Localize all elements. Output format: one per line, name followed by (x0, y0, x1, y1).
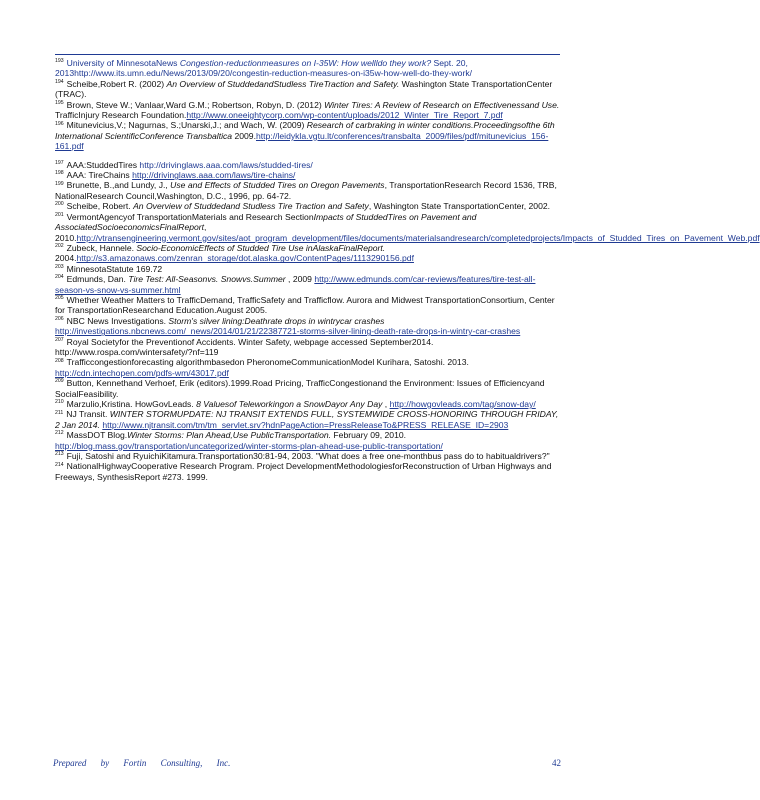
footnote-link[interactable]: http://vtransengineering.vermont.gov/sites/aot_program_development/files/documents/materialsandresearch/completedprojects/Impacts_of_Studded_Tires_on_Pavement_Web.pdf (76, 232, 760, 243)
footnote-text: Marzulio,Kristina. HowGovLeads. (66, 399, 197, 409)
footnote-text: Impacts of StuddedTires on Pavement and AssociatedSocioeconomicsFinalReport (55, 211, 477, 233)
footnote (55, 337, 563, 358)
footnote-text: , (382, 399, 390, 409)
footnote-number: 193 (55, 58, 64, 65)
footnote-text: Tire Test: All-Seasonvs. Snowvs.Summer (128, 274, 286, 285)
footnote-text: NBC News Investigations. (66, 315, 169, 326)
footnote (55, 180, 563, 201)
footnote-text: Sept. 20, 2013 (55, 58, 468, 79)
footnote-text: , 2009 (285, 274, 315, 285)
footnote-text: Washington State TransportationCenter (TRAC). (55, 78, 553, 100)
footnote-number: 212 (55, 430, 64, 437)
footnote-number: 200 (55, 201, 64, 208)
footnote (55, 378, 563, 399)
footnote-number: 209 (55, 378, 64, 385)
footnote-number: 211 (55, 409, 64, 416)
page-number: 42 (552, 758, 561, 768)
footnote-text: Scheibe,Robert R. (2002) (66, 78, 167, 89)
footnote-text: WINTER STORMUPDATE: NJ TRANSIT EXTENDS FULL, SYSTEMWIDE CROSS-HONORING THROUGH FRIDAY, 2 Jan 2014. (55, 409, 559, 430)
footnote-number: 202 (55, 243, 64, 250)
footnote (55, 399, 563, 409)
footnote-text: MassDOT Blog. (66, 430, 128, 441)
footnote-text: Brown, Steve W.; Vanlaar,Ward G.M.; Robertson, Robyn, D. (2012) (66, 99, 325, 110)
footnote (55, 461, 563, 482)
footnote (55, 264, 563, 274)
footnote-number: 194 (55, 78, 64, 85)
footnote-text: Button, Kennethand Verhoef, Erik (editors).1999.Road Pricing, TrafficCongestionand the Environment: Issues of Efficiencyand SocialFeasibility. (55, 378, 545, 399)
footnote-text: , Washington State TransportationCenter, 2002. (368, 201, 551, 212)
footnote-number: 199 (55, 180, 64, 187)
footnote-number: 196 (55, 120, 64, 127)
footnote-number: 204 (55, 274, 64, 281)
footnote-text: TrafficInjury Research Foundation. (55, 110, 187, 121)
footnote-text: University of MinnesotaNews (66, 58, 180, 68)
footnote (55, 79, 563, 100)
footnote-link[interactable]: http://www.edmunds.com/car-reviews/features/tire-test-all-season-vs-snow-vs-summer.html (55, 274, 536, 295)
footnote-text: An Overview of Studdedand Studless Tire Traction and Safety (133, 201, 369, 212)
footnote-link[interactable]: http://leidykla.vgtu.lt/conferences/transbalta_2009/files/pdf/mitunevicius_156-161.pdf (55, 130, 549, 152)
footnote-text: VermontAgencyof TransportationMaterials and Research Section (66, 211, 314, 222)
footnote-text: Mitunevicius,V.; Nagurnas, S.;Unarski,J.; and Wach, W. (2009) (66, 120, 307, 131)
footnote-text: Brunette, B.,and Lundy, J., (66, 180, 171, 191)
footnote (55, 316, 563, 337)
footnote-text: 2004. (55, 253, 77, 264)
footnote-link[interactable]: http://www.its.umn.edu/News/2013/09/20/congestin-reduction-measures-on-i35w-how-well-do-they-work/ (74, 68, 473, 79)
footnote-text: Scheibe, Robert. (66, 201, 134, 212)
footnote-text: NJ Transit. (66, 409, 110, 420)
page-footer (53, 758, 561, 772)
footnote-text: 2009. (232, 130, 256, 141)
footnote-text: NationalHighwayCooperative Research Program. Project DevelopmentMethodologiesforReconstruction of Urban Highways and Freeways, SynthesisReport #273. 1999. (55, 461, 552, 482)
footnote-link[interactable]: http://drivinglaws.aaa.com/laws/tire-chains/ (132, 170, 296, 181)
footnote-link[interactable]: http://investigations.nbcnews.com/_news/2014/01/21/22387721-storms-silver-lining-death-rate-drops-in-wintry-car-crashes (55, 326, 521, 337)
footnote-text: AAA:StuddedTires (66, 159, 140, 170)
footnote-number: 207 (55, 336, 64, 343)
footnote-text: Royal Societyfor the Preventionof Accidents. Winter Safety, webpage accessed September2014. http://www.rospa.com/wintersafety/?nf=119 (55, 336, 434, 357)
footnote-text: Trafficcongestionforecasting algorithmbasedon PheronomeCommunicationModel Kurihara, Satoshi. 2013. (66, 357, 469, 368)
footnote-number: 195 (55, 99, 64, 106)
footnote-text: Use and Effects of Studded Tires on Oregon Pavements (170, 180, 385, 191)
footnote-text: , TransportationResearch Record 1536, TRB, NationalResearch Council,Washington, D.C., 1996, pp. 64-72. (55, 180, 557, 201)
footnote-link[interactable]: http://howgovleads.com/tag/snow-day/ (389, 399, 536, 409)
footnote-text: MinnesotaStatute 169.72 (66, 263, 163, 274)
footnote-text: Storm's silver lining:Deathrate drops in wintrycar crashes (168, 315, 385, 326)
footnote-number: 205 (55, 295, 64, 302)
footnote-number: 208 (55, 357, 64, 364)
footnote-separator-rule (55, 54, 560, 55)
footnote-text: Socio-EconomicEffects of Studded Tire Use inAlaskaFinalReport. (136, 242, 386, 253)
footnotes-list (55, 58, 760, 482)
footnote-link[interactable]: http://cdn.intechopen.com/pdfs-wm/43017.pdf (55, 367, 229, 378)
footnote-text: February 09, 2010. (331, 430, 407, 441)
footnote (55, 58, 563, 79)
footnote-number: 206 (55, 315, 64, 322)
footnote-link[interactable]: http://www.njtransit.com/tm/tm_servlet.srv?hdnPageAction=PressReleaseTo&PRESS_RELEASE_ID=2903 (102, 419, 509, 430)
footnote (55, 295, 563, 316)
footnote-text: Edmunds, Dan. (66, 274, 129, 285)
footnote (55, 211, 760, 243)
footnote (55, 100, 563, 121)
footnote-text: Zubeck, Hannele. (66, 242, 137, 253)
footnote-number: 203 (55, 263, 64, 270)
footnote-link[interactable]: http://s3.amazonaws.com/zenran_storage/dot.alaska.gov/ContentPages/1113290156.pdf (76, 253, 414, 264)
footnote-number: 213 (55, 451, 64, 458)
footnote (55, 430, 563, 451)
footer-prepared-by: Prepared by Fortin Consulting, Inc. (53, 758, 231, 768)
footnote-text: AAA: TireChains (66, 170, 133, 181)
footnote-number: 197 (55, 159, 64, 166)
footnote (55, 160, 563, 170)
footnote (55, 274, 563, 295)
footnote-text: Whether Weather Matters to TrafficDemand, TrafficSafety and Trafficflow. Aurora and Midwest TransportationConsortium, Center for TransportationResearchand Education.August 2005. (55, 294, 555, 316)
footnote-number: 210 (55, 399, 64, 406)
footnote-text: Fuji, Satoshi and RyuichiKitamura.Transportation30:81-94, 2003. "What does a free one-monthbus pass do to habitualdrivers?" (66, 451, 550, 462)
footnote (55, 451, 563, 461)
footnote-text: Winter Storms: Plan Ahead,Use PublicTransportation. (127, 430, 332, 441)
footnote-link[interactable]: http://blog.mass.gov/transportation/uncategorized/winter-storms-plan-ahead-use-public-transportation/ (55, 440, 443, 451)
footnote (55, 170, 563, 180)
footnote-number: 201 (55, 211, 64, 218)
footnote-text: An Overview of StuddedandStudless TireTraction and Safety. (166, 78, 400, 89)
footnote-text: Winter Tires: A Review of Research on Effectivenessand Use. (324, 99, 560, 110)
footnote-number: 214 (55, 461, 64, 468)
footnote-number: 198 (55, 170, 64, 177)
footnote-text: Congestion-reductionmeasures on I-35W: How wellldo they work? (179, 58, 432, 68)
footnote-link[interactable]: http://drivinglaws.aaa.com/laws/studded-tires/ (139, 159, 313, 170)
footnote (55, 201, 563, 211)
footnote (55, 243, 563, 264)
footnote (55, 409, 563, 430)
footnote-text: 8 Valuesof Teleworkingon a SnowDayor Any Day (196, 399, 383, 409)
footnote (55, 120, 563, 151)
footnote (55, 357, 563, 378)
footnote-text: Research of carbraking in winter conditions.Proceedingsofthe 6th International ScientificConference Transbaltica (55, 120, 555, 141)
footnote-link[interactable]: http://www.oneeightycorp.com/wp-content/uploads/2012_Winter_Tire_Report_7.pdf (186, 110, 503, 121)
footnote-text: , 2010. (55, 222, 207, 243)
